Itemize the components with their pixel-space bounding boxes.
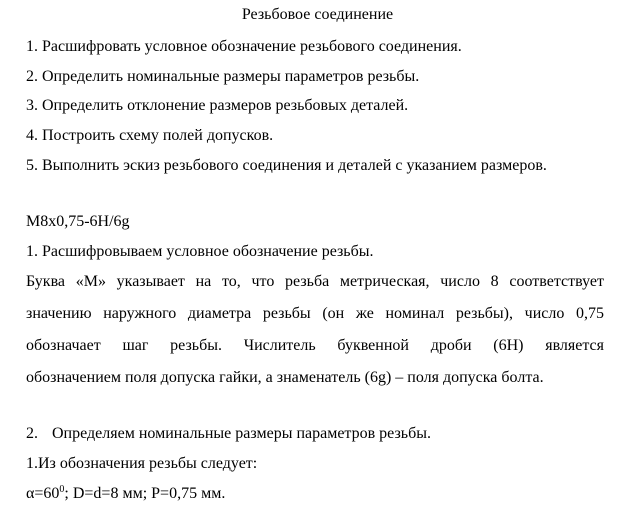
task-item-3: 3. Определить отклонение размеров резьбовых деталей. — [26, 97, 409, 114]
formula-alpha: α=60 — [26, 485, 60, 502]
formula-line — [26, 484, 225, 504]
formula-degree-sup: 0 — [59, 484, 65, 495]
step-2-heading — [26, 424, 431, 444]
step-1-heading: 1. Расшифровываем условное обозначение резьбы. — [26, 243, 374, 260]
paragraph-line-3: обозначает шаг резьбы. Числитель буквенной дроби (6H) является — [26, 337, 604, 354]
task-item-4: 4. Построить схему полей допусков. — [26, 127, 274, 144]
paragraph-line-2: значению наружного диаметра резьбы (он же номинал резьбы), число 0,75 — [26, 305, 604, 322]
paragraph-line-1: Буква «М» указывает на то, что резьба метрическая, число 8 соответствует — [26, 273, 604, 290]
task-item-1: 1. Расшифровать условное обозначение резьбового соединения. — [26, 38, 462, 55]
step-2-text: Определяем номинальные размеры параметров резьбы. — [52, 425, 431, 442]
document-title: Резьбовое соединение — [241, 6, 394, 23]
task-item-2: 2. Определить номинальные размеры параметров резьбы. — [26, 68, 420, 85]
thread-designation: М8x0,75-6H/6g — [26, 213, 130, 230]
task-item-5: 5. Выполнить эскиз резьбового соединения и деталей с указанием размеров. — [26, 157, 547, 174]
formula-rest: ; D=d=8 мм; P=0,75 мм. — [64, 485, 226, 502]
step-2-number: 2. — [26, 425, 38, 442]
step-2-subheading: 1.Из обозначения резьбы следует: — [26, 455, 258, 472]
paragraph-line-4: обозначением поля допуска гайки, а знаменатель (6g) – поля допуска болта. — [26, 369, 544, 386]
